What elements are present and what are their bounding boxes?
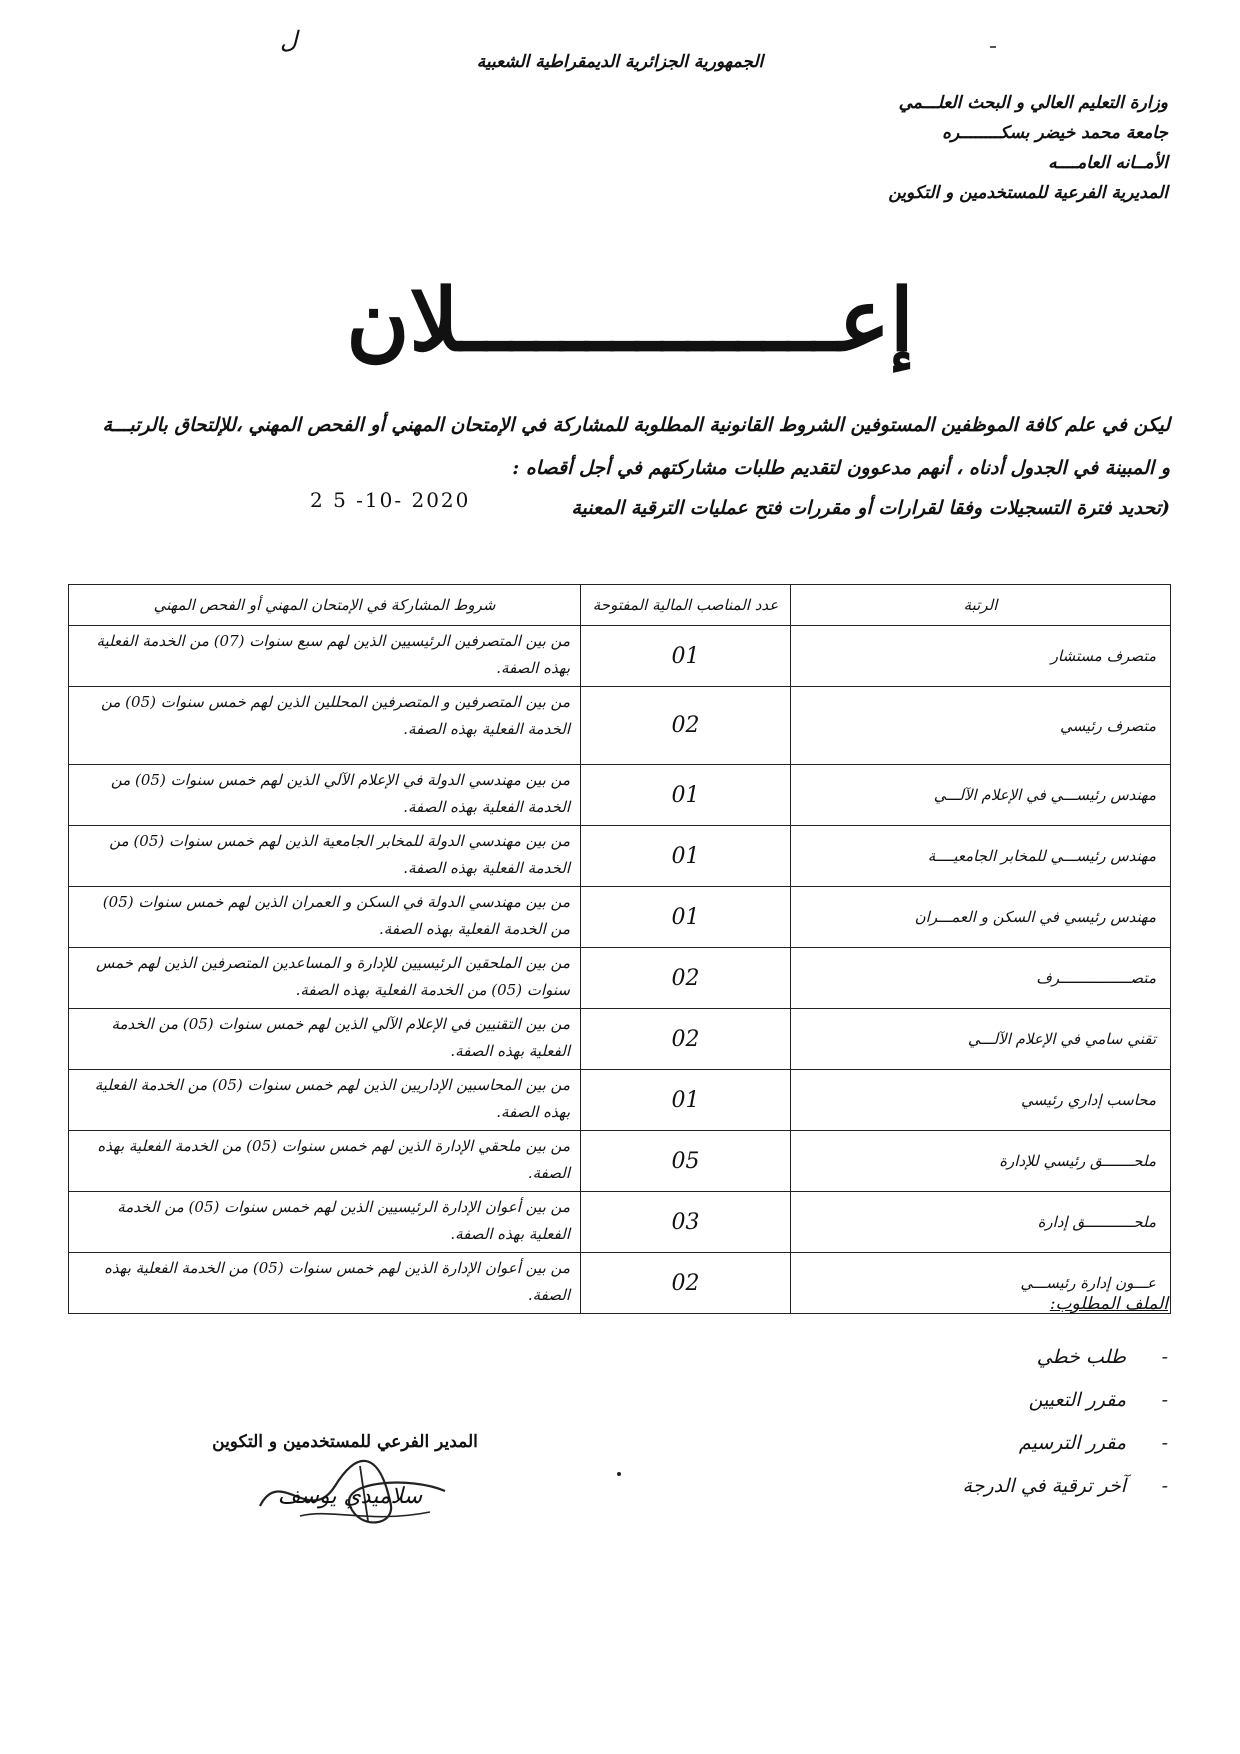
conditions-cell: من بين أعوان الإدارة الرئيسيين الذين لهم خمس سنوات (05) من الخدمة الفعلية بهذه الصفة. [69,1192,581,1253]
conditions-cell: من بين مهندسي الدولة في الإعلام الآلي الذين لهم خمس سنوات (05) من الخدمة الفعلية بهذه الصفة. [69,765,581,826]
table-row [69,1009,1171,1070]
file-item-label: طلب خطي [1036,1346,1126,1368]
grade-cell: عـــون إدارة رئيســـي [791,1253,1171,1314]
table-header-row [69,585,1171,626]
grades-table [68,584,1171,1314]
conditions-cell: من بين المتصرفين و المتصرفين المحللين الذين لهم خمس سنوات (05) من الخدمة الفعلية بهذه الصفة. [69,687,581,765]
table-row [69,1070,1171,1131]
grade-cell: تقني سامي في الإعلام الآلـــي [791,1009,1171,1070]
table-row [69,1253,1171,1314]
list-item [868,1389,1168,1432]
posts-cell: 02 [581,1253,791,1314]
signatory-title: المدير الفرعي للمستخدمين و التكوين [212,1432,478,1452]
republic-header: الجمهورية الجزائرية الديمقراطية الشعبية [476,52,764,72]
scan-mark [990,46,996,48]
grade-cell: ملحـــــــــــق إدارة [791,1192,1171,1253]
intro-line-1: ليكن في علم كافة الموظفين المستوفين الشروط القانونية المطلوبة للمشاركة في الإمتحان المهني أو الفحص المهني ،للإلتحاق بالرتبـــة [102,414,1170,436]
dash-bullet: - [1161,1432,1168,1454]
list-item [868,1432,1168,1475]
posts-cell: 05 [581,1131,791,1192]
posts-column-header: عدد المناصب المالية المفتوحة [581,585,791,626]
page-mark: ل [280,26,298,54]
grade-cell: ملحـــــــق رئيسي للإدارة [791,1131,1171,1192]
conditions-cell: من بين مهندسي الدولة في السكن و العمران الذين لهم خمس سنوات (05) من الخدمة الفعلية بهذه الصفة. [69,887,581,948]
list-item [868,1346,1168,1389]
file-item-label: مقرر الترسيم [1018,1432,1126,1454]
posts-cell: 03 [581,1192,791,1253]
grade-cell: مهندس رئيسي في السكن و العمـــران [791,887,1171,948]
ministry-line: وزارة التعليم العالي و البحث العلـــمي [898,93,1168,113]
announcement-title: إعـــــــــــــــلان [346,270,914,371]
grade-cell: متصرف رئيسي [791,687,1171,765]
posts-cell: 01 [581,887,791,948]
required-file-list [868,1346,1168,1518]
posts-cell: 01 [581,626,791,687]
posts-cell: 01 [581,1070,791,1131]
dash-bullet: - [1161,1475,1168,1497]
dash-bullet: - [1161,1346,1168,1368]
scan-dot [617,1472,621,1476]
university-line: جامعة محمد خيضر بسكــــــــره [942,123,1168,143]
table-row [69,687,1171,765]
grade-cell: متصرف مستشار [791,626,1171,687]
signatory-name: سلاميدي يوسف [277,1484,423,1509]
secretariat-line: الأمــانه العامــــه [1048,153,1168,173]
table-row [69,826,1171,887]
file-item-label: مقرر التعيين [1028,1389,1126,1411]
grade-cell: مهندس رئيســـي في الإعلام الآلـــي [791,765,1171,826]
posts-cell: 02 [581,687,791,765]
registration-period-note: (تحديد فترة التسجيلات وفقا لقرارات أو مقررات فتح عمليات الترقية المعنية [571,497,1170,519]
grade-column-header: الرتبة [791,585,1171,626]
deadline-date: 2 5 -10- 2020 [310,488,471,512]
table-row [69,948,1171,1009]
conditions-cell: من بين الملحقين الرئيسيين للإدارة و المساعدين المتصرفين الذين لهم خمس سنوات (05) من الخدمة الفعلية بهذه الصفة. [69,948,581,1009]
conditions-cell: من بين ملحقي الإدارة الذين لهم خمس سنوات (05) من الخدمة الفعلية بهذه الصفة. [69,1131,581,1192]
grade-cell: مهندس رئيســـي للمخابر الجامعيــــة [791,826,1171,887]
conditions-cell: من بين المتصرفين الرئيسيين الذين لهم سبع سنوات (07) من الخدمة الفعلية بهذه الصفة. [69,626,581,687]
conditions-cell: من بين المحاسبين الإداريين الذين لهم خمس سنوات (05) من الخدمة الفعلية بهذه الصفة. [69,1070,581,1131]
table-row [69,887,1171,948]
file-item-label: آخر ترقية في الدرجة [962,1475,1126,1497]
subdirectorate-line: المديرية الفرعية للمستخدمين و التكوين [888,183,1168,203]
dash-bullet: - [1161,1389,1168,1411]
grade-cell: متصــــــــــــــــرف [791,948,1171,1009]
list-item [868,1475,1168,1518]
posts-cell: 01 [581,826,791,887]
intro-paragraph [60,404,1170,490]
table-row [69,626,1171,687]
table-row [69,1192,1171,1253]
conditions-column-header: شروط المشاركة في الإمتحان المهني أو الفحص المهني [69,585,581,626]
table-row [69,765,1171,826]
grade-cell: محاسب إداري رئيسي [791,1070,1171,1131]
required-file-title: الملف المطلوب: [1049,1294,1168,1314]
posts-cell: 01 [581,765,791,826]
table-row [69,1131,1171,1192]
posts-cell: 02 [581,1009,791,1070]
posts-cell: 02 [581,948,791,1009]
institution-header [648,88,1168,208]
intro-line-2: و المبينة في الجدول أدناه ، أنهم مدعوون لتقديم طلبات مشاركتهم في أجل أقصاه : [512,457,1170,479]
conditions-cell: من بين التقنيين في الإعلام الآلي الذين لهم خمس سنوات (05) من الخدمة الفعلية بهذه الصفة. [69,1009,581,1070]
conditions-cell: من بين مهندسي الدولة للمخابر الجامعية الذين لهم خمس سنوات (05) من الخدمة الفعلية بهذه الصفة. [69,826,581,887]
conditions-cell: من بين أعوان الإدارة الذين لهم خمس سنوات (05) من الخدمة الفعلية بهذه الصفة. [69,1253,581,1314]
